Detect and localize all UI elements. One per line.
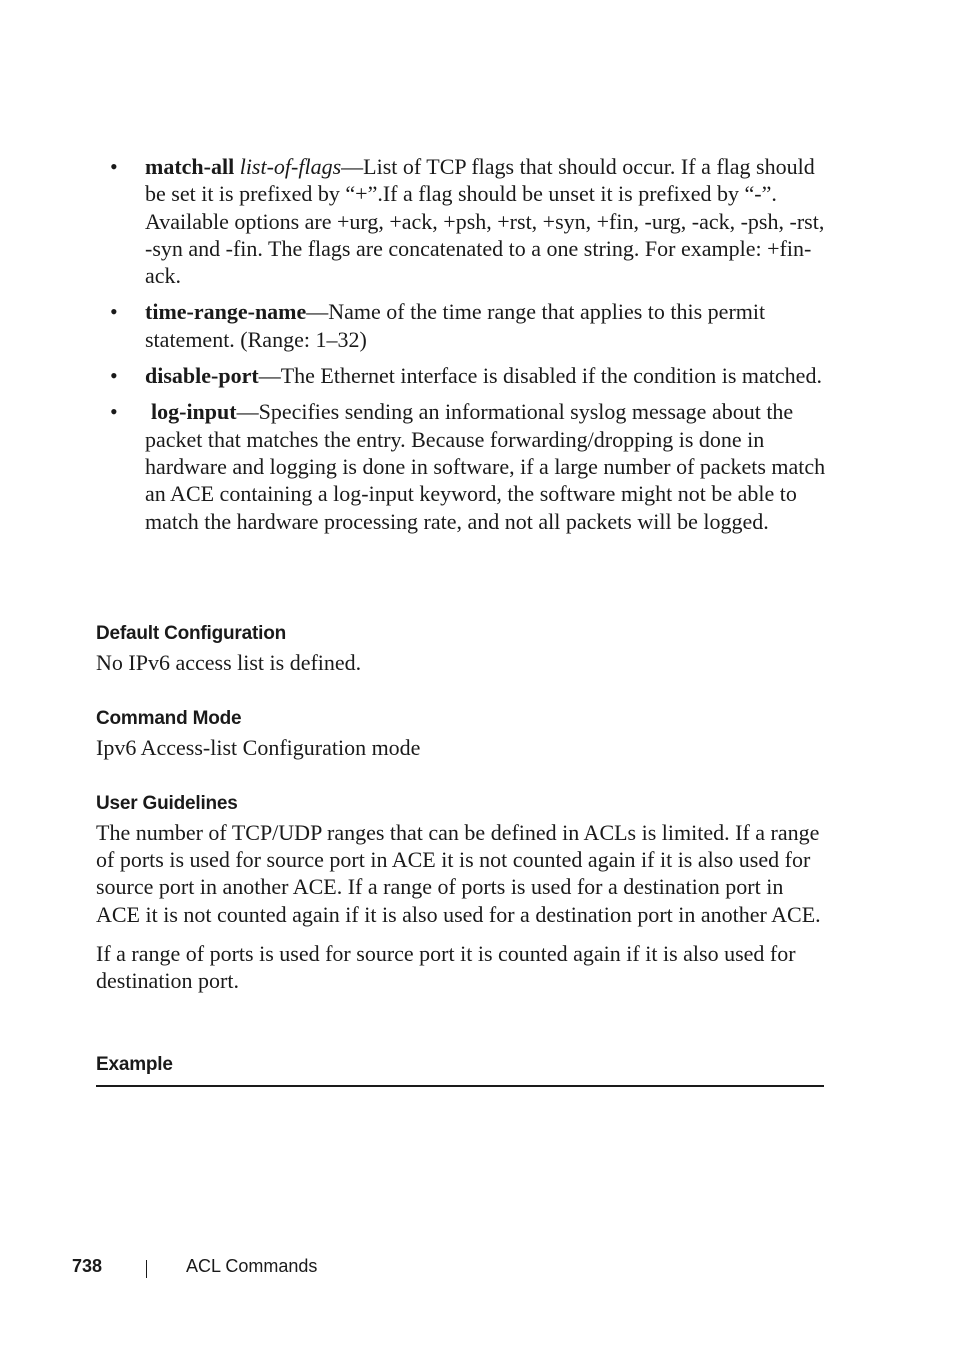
page-footer [0, 1256, 954, 1282]
footer-divider [146, 1260, 147, 1278]
param-term: time-range-name [145, 299, 307, 325]
param-argument: list-of-flags [239, 154, 342, 179]
bullet-icon: • [110, 154, 118, 179]
default-configuration-section [96, 622, 826, 676]
chapter-title: ACL Commands [186, 1256, 318, 1276]
bullet-icon: • [110, 399, 118, 425]
page-number: 738 [72, 1256, 103, 1276]
list-item [108, 298, 828, 353]
section-paragraph: The number of TCP/UDP ranges that can be defined in ACLs is limited. If a range of ports is used for source port in ACE it is not counted again if it is also used for source port in another ACE. If a range of ports is used for a destination port in ACE it is not counted again if it is also used for a destination port in another ACE. [96, 820, 821, 927]
example-section [96, 1053, 826, 1077]
param-term: log-input [151, 399, 237, 425]
list-item [108, 362, 828, 389]
param-term: match-all [145, 154, 235, 179]
command-mode-section [96, 707, 826, 761]
section-text: No IPv6 access list is defined. [96, 650, 362, 675]
param-term: disable-port [145, 363, 259, 389]
user-guidelines-section [96, 792, 826, 994]
bullet-icon: • [110, 363, 118, 389]
list-item [108, 398, 828, 534]
section-heading: Command Mode [96, 708, 242, 729]
section-heading: Default Configuration [96, 623, 287, 644]
section-paragraph: If a range of ports is used for source port it is counted again if it is also used for destination port. [96, 940, 796, 994]
section-text: Ipv6 Access-list Configuration mode [96, 735, 421, 760]
param-description: —List of TCP flags that should occur. If a flag should be set it is prefixed by “+”.If a flag should be unset it is prefixed by “-”. Available options are +urg, +ack, +psh, +rst, +syn, +fin, -urg, -ack, -psh, -rst, -syn and -fin. The flags are concatenated to a one string. For example: +fin-ack. [145, 154, 825, 289]
section-heading: Example [96, 1054, 173, 1075]
param-description: —Specifies sending an informational syslog message about the packet that matches the entry. Because forwarding/dropping is done in hardware and logging is done in software, if a large number of packets match an ACE containing a log-input keyword, the software might not be able to match the hardware processing rate, and not all packets will be logged. [145, 399, 826, 534]
section-heading: User Guidelines [96, 793, 238, 814]
param-description: —The Ethernet interface is disabled if the condition is matched. [258, 363, 822, 389]
parameter-list [108, 153, 828, 544]
bullet-icon: • [110, 299, 118, 325]
param-description: —Name of the time range that applies to this permit statement. (Range: 1–32) [145, 299, 766, 352]
horizontal-rule [96, 1085, 824, 1087]
list-item [108, 153, 828, 289]
